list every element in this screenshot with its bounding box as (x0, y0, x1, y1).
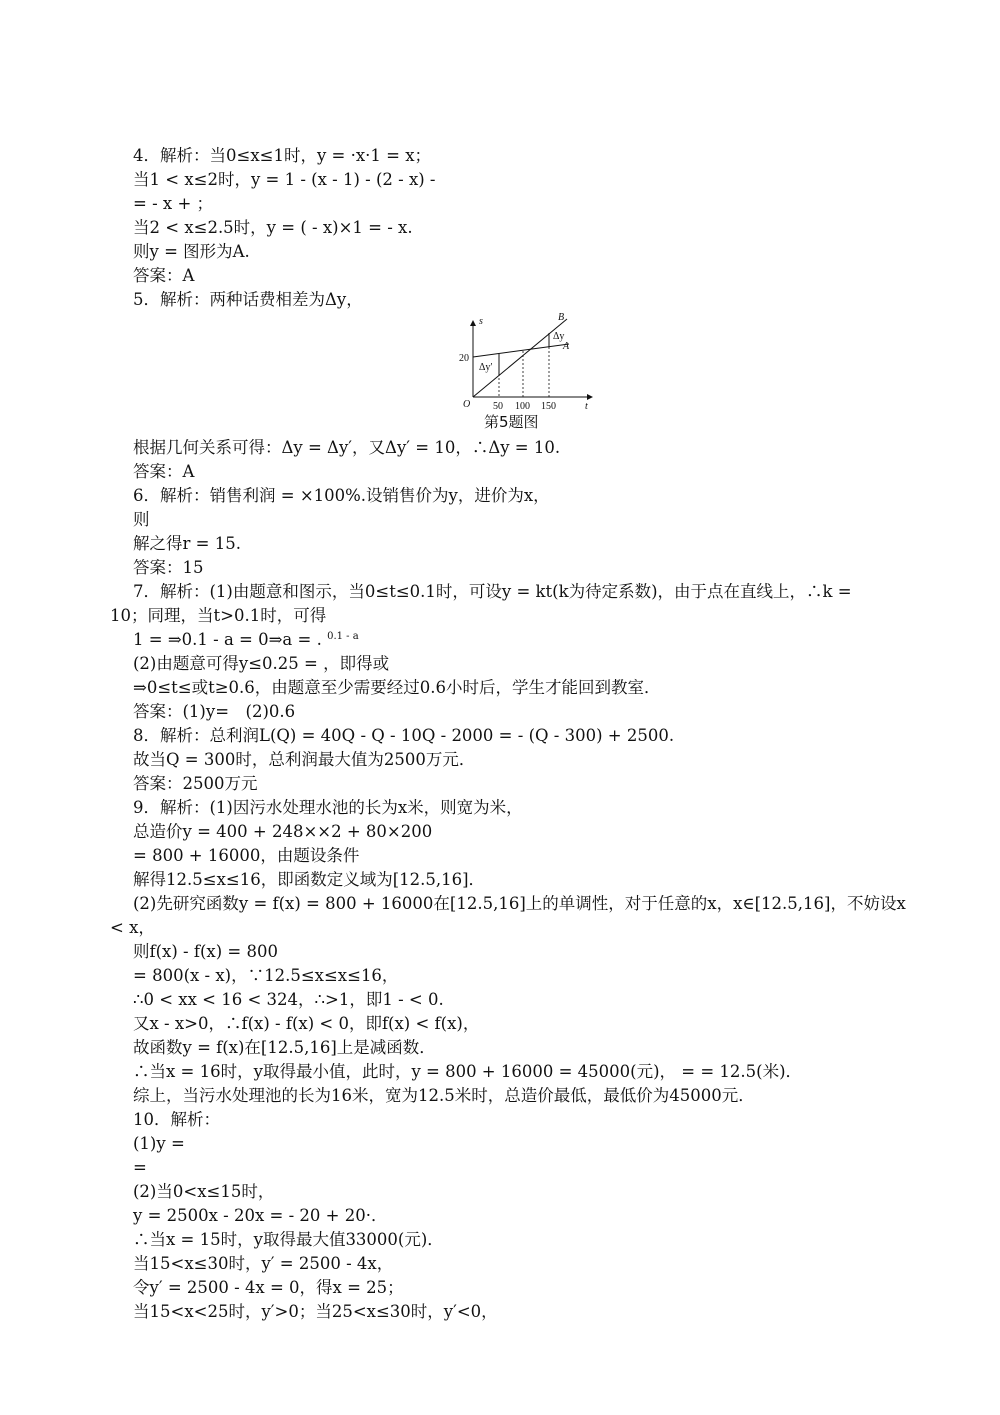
x-tick-100: 100 (515, 401, 530, 412)
text-line: 答案：15 (133, 558, 204, 577)
text-line: < x， (110, 918, 155, 937)
text-line: ∴当x = 15时，y取得最大值33000(元)． (133, 1230, 444, 1249)
text-line: (1)y = (133, 1134, 185, 1153)
exponent: 0.1 - a (327, 631, 359, 642)
text-line: 总造价y = 400 + 248××2 + 80×200 (133, 822, 433, 841)
figure-problem-5 (455, 312, 595, 424)
text-line: 当1 < x≤2时，y = 1 - (x - 1) - (2 - x) - (133, 170, 436, 189)
text-line: 5．解析：两种话费相差为Δy， (133, 290, 363, 309)
text-line: 故函数y = f(x)在[12.5,16]上是减函数． (133, 1038, 436, 1057)
x-axis-label: t (585, 401, 588, 412)
text-line: 故当Q = 300时，总利润最大值为2500万元． (133, 750, 476, 769)
text-line: = - x + ； (133, 194, 214, 213)
text-line: 则 (133, 510, 150, 529)
text-line: 解得12.5≤x≤16，即函数定义域为[12.5,16]． (133, 870, 486, 889)
figure-caption: 第5题图 (484, 413, 539, 431)
text-line: = (133, 1158, 147, 1177)
text-line: (2)当0<x≤15时， (133, 1182, 275, 1201)
line-a (473, 344, 569, 357)
text-line: ⇒0≤t≤或t≥0.6，由题意至少需要经过0.6小时后，学生才能回到教室． (133, 678, 661, 697)
y-tick-20: 20 (459, 353, 469, 364)
text-line: = 800 + 16000，由题设条件 (133, 846, 360, 865)
text-line: 9．解析：(1)因污水处理水池的长为x米，则宽为米， (133, 798, 523, 817)
text-line: ∴当x = 16时，y取得最小值，此时，y = 800 + 16000 = 45000(元)， = = 12.5(米)． (133, 1062, 803, 1081)
text-line: 又x - x>0，∴f(x) - f(x) < 0，即f(x) < f(x)， (133, 1014, 480, 1033)
line-a-label: A (563, 341, 570, 352)
text-line: 8．解析：总利润L(Q) = 40Q - Q - 10Q - 2000 = - (Q - 300) + 2500. (133, 726, 675, 745)
text-line (133, 629, 359, 651)
line-text: 1 = ⇒0.1 - a = 0⇒a = . (133, 630, 322, 649)
text-line: (2)由题意可得y≤0.25 = ，即得或 (133, 654, 390, 673)
x-axis-arrow (587, 394, 593, 400)
text-line: 令y′ = 2500 - 4x = 0，得x = 25； (133, 1278, 404, 1297)
text-line: 则y = 图形为A. (133, 242, 250, 261)
origin-label: O (463, 399, 471, 410)
text-line: 当15<x≤30时，y′ = 2500 - 4x， (133, 1254, 394, 1273)
text-line: 6．解析：销售利润 = ×100%.设销售价为y，进价为x， (133, 486, 550, 505)
text-line: 10．解析： (133, 1110, 220, 1129)
cost-comparison-graph (455, 312, 595, 412)
line-b-label: B (558, 312, 565, 323)
text-line: 当2 < x≤2.5时，y = ( - x)×1 = - x. (133, 218, 413, 237)
text-line: 10；同理，当t>0.1时，可得 (110, 606, 327, 625)
x-tick-50: 50 (493, 401, 503, 412)
text-line: 根据几何关系可得：Δy = Δy′，又Δy′ = 10，∴Δy = 10. (133, 438, 561, 457)
text-line: 综上，当污水处理池的长为16米，宽为12.5米时，总造价最低，最低价为45000元． (133, 1086, 755, 1105)
text-line: ∴0 < xx < 16 < 324，∴>1，即1 - < 0. (133, 990, 444, 1009)
text-line: 答案：(1)y= (2)0.6 (133, 702, 296, 721)
text-line: 当15<x<25时，y′>0；当25<x≤30时，y′<0， (133, 1302, 498, 1321)
y-axis-arrow (470, 320, 476, 326)
text-line: 4．解析：当0≤x≤1时，y = ·x·1 = x； (133, 146, 431, 165)
text-line: 则f(x) - f(x) = 800 (133, 942, 278, 961)
text-line: 答案：A (133, 266, 195, 285)
y-axis-label: s (479, 316, 483, 327)
text-line: 解之得r = 15. (133, 534, 241, 553)
x-tick-150: 150 (541, 401, 556, 412)
text-line: 7．解析：(1)由题意和图示，当0≤t≤0.1时，可设y = kt(k为待定系数)，由于点在直线上，∴k = (133, 582, 852, 601)
text-line: = 800(x - x)，∵12.5≤x≤x≤16， (133, 966, 399, 985)
text-line: 答案：2500万元 (133, 774, 258, 793)
text-line: (2)先研究函数y = f(x) = 800 + 16000在[12.5,16]上的单调性，对于任意的x，x∈[12.5,16]，不妨设x (133, 894, 906, 913)
text-line: y = 2500x - 20x = - 20 + 20·． (133, 1206, 388, 1225)
delta-top-label: Δy (553, 331, 565, 342)
delta-inner-label: Δy′ (479, 362, 493, 373)
text-line: 答案：A (133, 462, 195, 481)
